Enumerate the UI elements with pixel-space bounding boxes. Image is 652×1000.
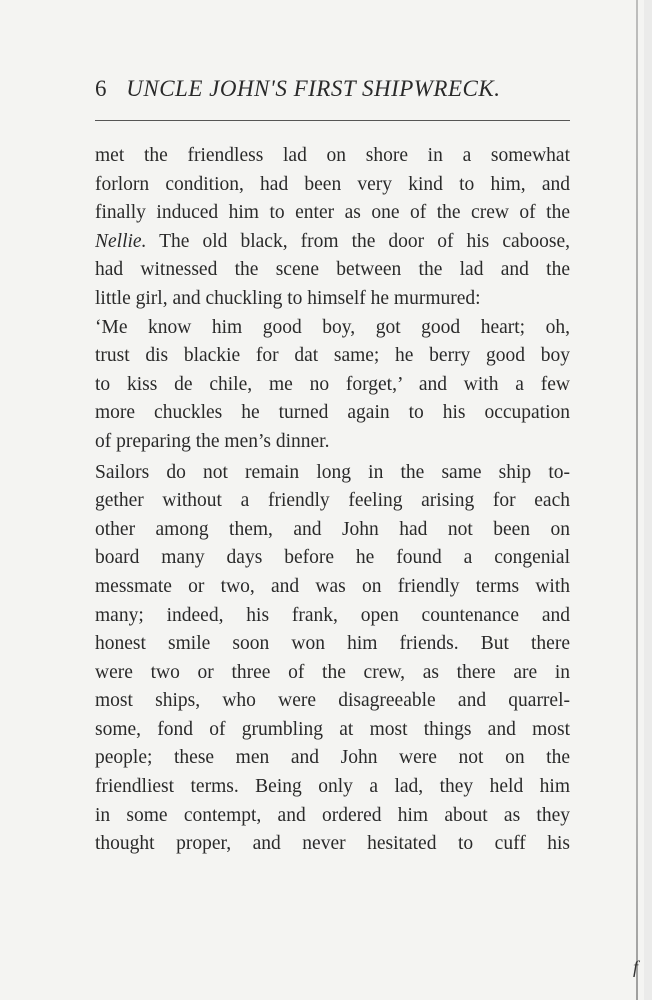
text-line: messmate or two, and was on friendly terms with [95,575,570,597]
text-line: of preparing the men’s dinner. [95,430,330,452]
ship-name: Nellie. [95,230,147,252]
text-line: met the friendless lad on shore in a somewhat [95,145,570,166]
text-line: many; indeed, his frank, open countenance and [95,604,570,626]
text-line: forlorn condition, had been very kind to him, and [95,173,570,195]
text-line: were two or three of the crew, as there are in [95,661,570,683]
running-header [95,76,570,102]
text-line: friendliest terms. Being only a lad, they held him [95,776,570,798]
text-line: Sailors do not remain long in the same ship to- [95,461,570,483]
text-line: most ships, who were disagreeable and quarrel- [95,690,570,712]
text-line: thought proper, and never hesitated to cuff his [95,833,570,855]
page-number: 6 [95,76,107,101]
text-line: board many days before he found a congenial [95,547,570,569]
text-line: some, fond of grumbling at most things and most [95,718,570,740]
text-line: ‘Me know him good boy, got good heart; oh, [95,316,570,338]
running-title: UNCLE JOHN'S FIRST SHIPWRECK. [126,76,501,101]
text-line: little girl, and chuckling to himself he murmured: [95,287,481,309]
text-line: finally induced him to enter as one of the crew of the [95,202,570,224]
text-line: other among them, and John had not been on [95,518,570,540]
text-line: had witnessed the scene between the lad and the [95,259,570,281]
text-line: to kiss de chile, me no forget,’ and with a few [95,373,570,395]
text-line: more chuckles he turned again to his occupation [95,402,570,424]
page-edge [636,0,638,1000]
header-rule [95,120,570,121]
text-line: gether without a friendly feeling arising for each [95,490,570,512]
page-gutter [644,0,652,1000]
text-line: in some contempt, and ordered him about as they [95,804,570,826]
margin-mark: f [632,957,638,977]
text-line: trust dis blackie for dat same; he berry good boy [95,345,570,367]
body-text [95,142,570,859]
text-line: people; these men and John were not on the [95,747,570,769]
text-segment: The old black, from the door of his caboose, [146,230,570,252]
text-line [95,228,570,257]
text-line: honest smile soon won him friends. But there [95,633,570,655]
